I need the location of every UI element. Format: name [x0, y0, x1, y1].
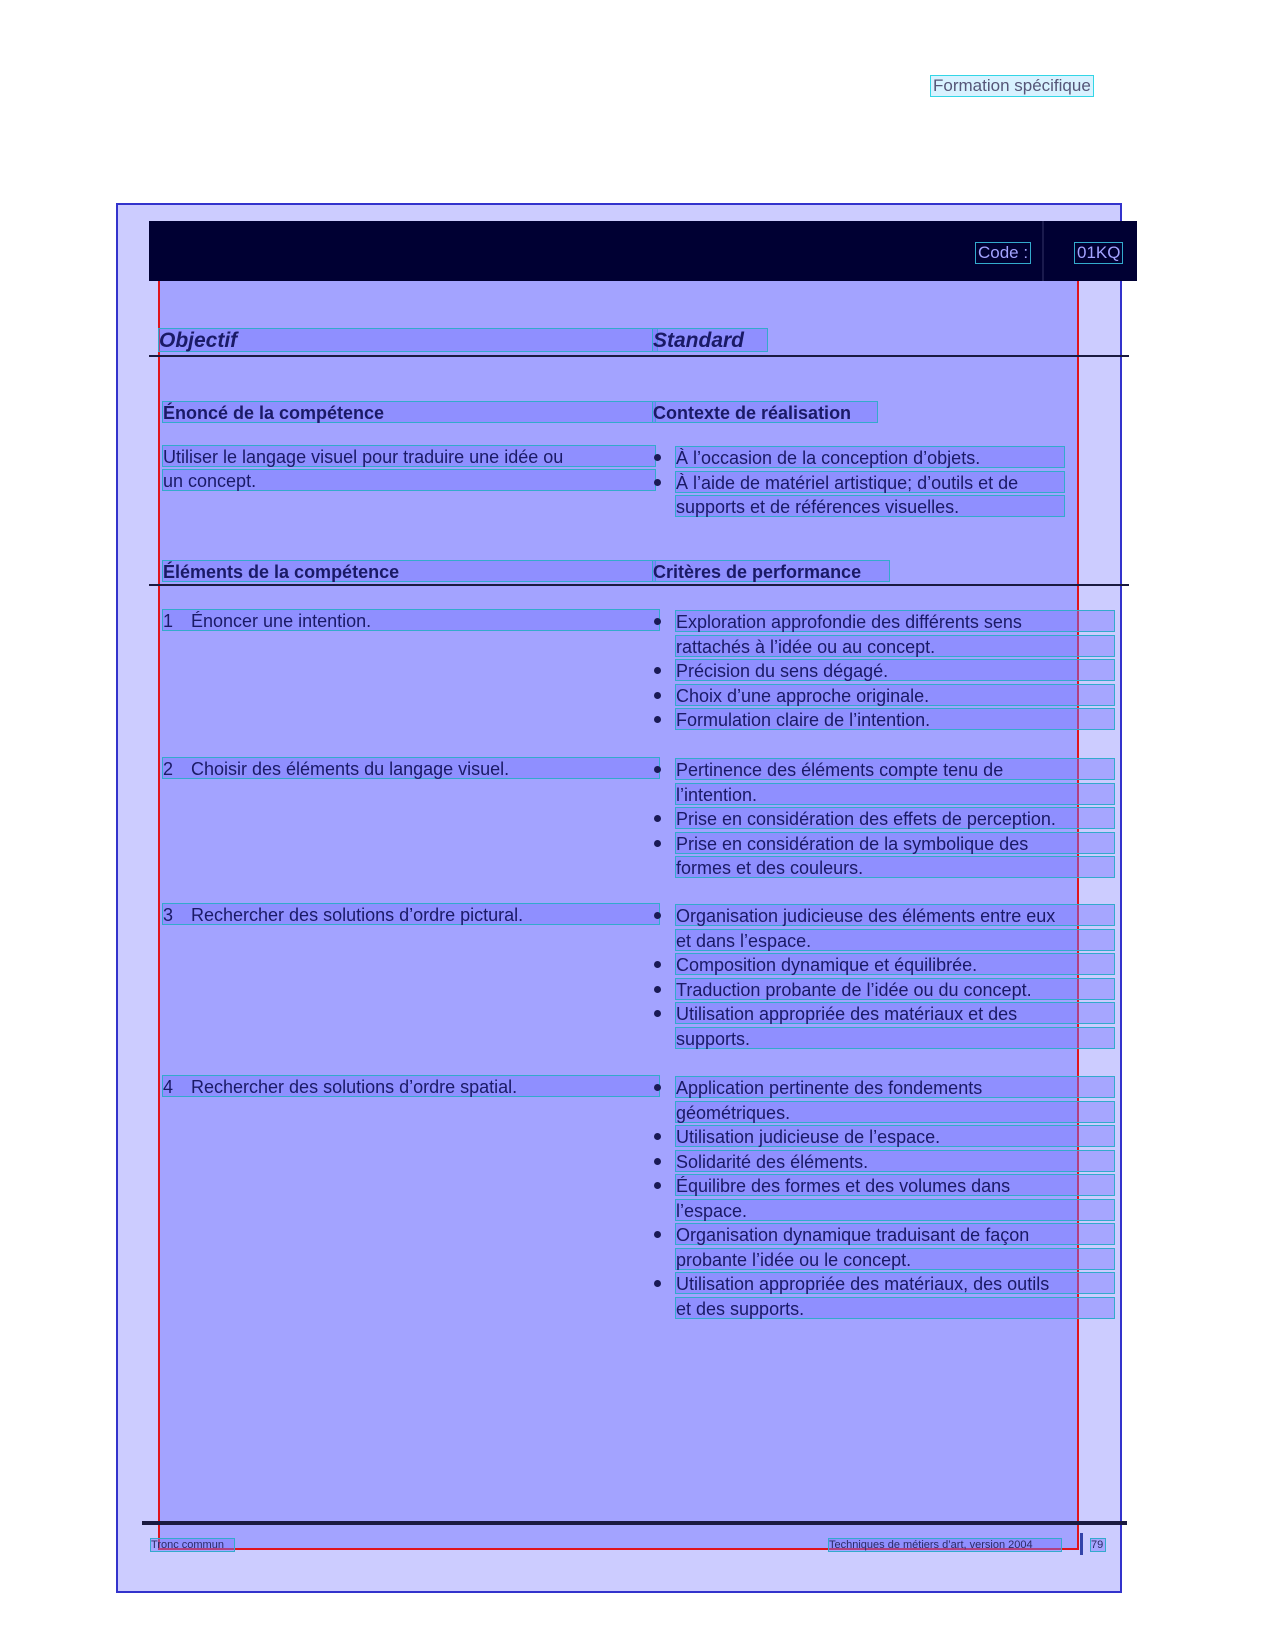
element-number: 1 [163, 611, 174, 631]
bullet-icon [654, 454, 661, 461]
element-3 [162, 903, 660, 925]
code-label: Code : [975, 242, 1031, 264]
contexte-item-line: À l’aide de matériel artistique; d’outils et de [675, 471, 1065, 493]
element-label: Rechercher des solutions d’ordre spatial. [191, 1077, 518, 1097]
title-bar-separator [1042, 221, 1044, 281]
section-title: Formation spécifique [930, 75, 1094, 97]
criterion-line: probante l’idée ou le concept. [675, 1248, 1115, 1270]
bullet-icon [654, 1280, 661, 1287]
page-number: 79 [1090, 1538, 1106, 1552]
element-number: 3 [163, 905, 174, 925]
element-number: 2 [163, 759, 174, 779]
criterion-line: Prise en considération de la symbolique des [675, 832, 1115, 854]
bullet-icon [654, 1084, 661, 1091]
contexte-heading: Contexte de réalisation [652, 401, 878, 423]
element-2 [162, 757, 660, 779]
footer-separator [1080, 1533, 1083, 1555]
element-label: Rechercher des solutions d’ordre pictural. [191, 905, 524, 925]
bullet-icon [654, 1158, 661, 1165]
bullet-icon [654, 1133, 661, 1140]
section-rule [149, 584, 1129, 586]
heading-rule [149, 355, 1129, 357]
criterion-line: Traduction probante de l’idée ou du concept. [675, 978, 1115, 1000]
criterion-line: formes et des couleurs. [675, 856, 1115, 878]
element-1 [162, 609, 660, 631]
bullet-icon [654, 912, 661, 919]
enonce-heading: Énoncé de la compétence [162, 401, 656, 423]
criterion-line: Exploration approfondie des différents sens [675, 610, 1115, 632]
criterion-line: Pertinence des éléments compte tenu de [675, 758, 1115, 780]
bullet-icon [654, 667, 661, 674]
code-value: 01KQ [1074, 242, 1123, 264]
bullet-icon [654, 766, 661, 773]
footer-rule [142, 1521, 1127, 1525]
bullet-icon [654, 1231, 661, 1238]
column-heading-standard: Standard [652, 328, 768, 352]
bullet-icon [654, 618, 661, 625]
bullet-icon [654, 479, 661, 486]
criterion-line: l’intention. [675, 783, 1115, 805]
criterion-line: géométriques. [675, 1101, 1115, 1123]
contexte-item-line: supports et de références visuelles. [675, 495, 1065, 517]
criterion-line: rattachés à l’idée ou au concept. [675, 635, 1115, 657]
enonce-line: Utiliser le langage visuel pour traduire une idée ou [162, 445, 656, 467]
column-heading-objectif: Objectif [158, 328, 658, 352]
criterion-line: supports. [675, 1027, 1115, 1049]
criterion-line: et dans l’espace. [675, 929, 1115, 951]
contexte-item-line: À l’occasion de la conception d’objets. [675, 446, 1065, 468]
criterion-line: Organisation judicieuse des éléments entre eux [675, 904, 1115, 926]
criteres-heading: Critères de performance [652, 560, 890, 582]
bullet-icon [654, 986, 661, 993]
bullet-icon [654, 716, 661, 723]
criterion-line: Composition dynamique et équilibrée. [675, 953, 1115, 975]
bullet-icon [654, 815, 661, 822]
content-area [158, 245, 1079, 1550]
criterion-line: Organisation dynamique traduisant de façon [675, 1223, 1115, 1245]
bullet-icon [654, 961, 661, 968]
bullet-icon [654, 1010, 661, 1017]
element-label: Énoncer une intention. [191, 611, 372, 631]
bullet-icon [654, 692, 661, 699]
criterion-line: Prise en considération des effets de perception. [675, 807, 1115, 829]
criterion-line: Solidarité des éléments. [675, 1150, 1115, 1172]
criterion-line: et des supports. [675, 1297, 1115, 1319]
criterion-line: Application pertinente des fondements [675, 1076, 1115, 1098]
element-4 [162, 1075, 660, 1097]
element-label: Choisir des éléments du langage visuel. [191, 759, 510, 779]
criterion-line: Utilisation appropriée des matériaux et des [675, 1002, 1115, 1024]
footer-left: Tronc commun [150, 1538, 235, 1552]
elements-heading: Éléments de la compétence [162, 560, 656, 582]
criterion-line: Choix d’une approche originale. [675, 684, 1115, 706]
enonce-line: un concept. [162, 469, 656, 491]
criterion-line: Utilisation appropriée des matériaux, des outils [675, 1272, 1115, 1294]
criterion-line: Formulation claire de l’intention. [675, 708, 1115, 730]
footer-right: Techniques de métiers d’art, version 2004 [828, 1538, 1062, 1552]
criterion-line: Utilisation judicieuse de l’espace. [675, 1125, 1115, 1147]
element-number: 4 [163, 1077, 174, 1097]
bullet-icon [654, 1182, 661, 1189]
criterion-line: l’espace. [675, 1199, 1115, 1221]
criterion-line: Précision du sens dégagé. [675, 659, 1115, 681]
criterion-line: Équilibre des formes et des volumes dans [675, 1174, 1115, 1196]
bullet-icon [654, 840, 661, 847]
